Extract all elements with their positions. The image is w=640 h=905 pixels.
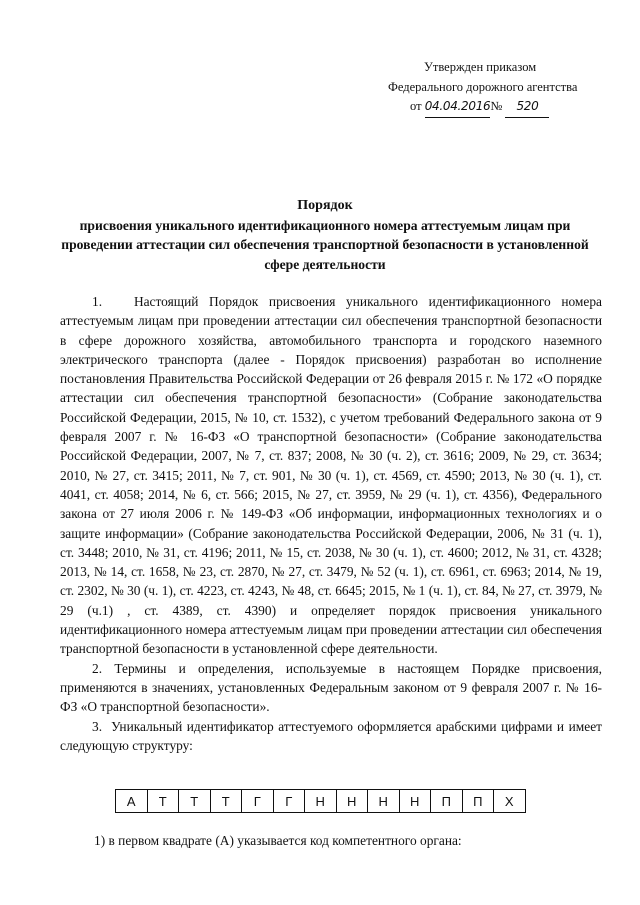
id-cell: П [462, 790, 494, 813]
id-cell: А [116, 790, 148, 813]
handwritten-number: 520 [505, 97, 549, 118]
document-body [60, 292, 602, 755]
id-cell: Т [210, 790, 242, 813]
paragraph-3: 3. Уникальный идентификатор аттестуемого оформляется арабскими цифрами и имеет следующую структуру: [60, 718, 602, 753]
identifier-structure-table [115, 789, 526, 813]
approval-stamp [376, 58, 596, 118]
paragraph-1: 1. Настоящий Порядок присвоения уникального идентификационного номера аттестуемым лицам при проведении аттестации сил обеспечения транспортной безопасности в сфере дорожного хозяйства, автомобильного транспорта и городского наземного электрического транспорта (далее - Порядок присвоения) разработан во исполнение постановления Правительства Российской Федерации от 26 февраля 2015 г. № 172 «О порядке аттестации сил обеспечения транспортной безопасности» (Собрание законодательства Российской Федерации, 2015, № 10, ст. 1532), с учетом требований Федерального закона от 9 февраля 2007 г. № 16-ФЗ «О транспортной безопасности» (Собрание законодательства Российской Федерации, 2007, № 7, ст. 837; 2008, № 30 (ч. 2), ст. 3616; 2009, № 29, ст. 3634; 2010, № 27, ст. 3415; 2011, № 7, ст. 901, № 30 (ч. 1), ст. 4569, ст. 4590; 2013, № 30 (ч. 1), ст. 4041, ст. 4058; 2014, № 6, ст. 566; 2015, № 27, ст. 3959, № 29 (ч. 1), ст. 4356), Федерального закона от 27 июля 2006 г. № 149-ФЗ «Об информации, информационных технологиях и о защите информации» (Собрание законодательства Российской Федерации, 2006, № 31 (ч. 1), ст. 3448; 2010, № 31, ст. 4196; 2011, № 15, ст. 2038, № 30 (ч. 1), ст. 4600; 2012, № 31, ст. 4328; 2013, № 14, ст. 1658, № 23, ст. 2870, № 27, ст. 3479, № 52 (ч. 1), ст. 6961, ст. 6963; 2014, № 19, ст. 2302, № 30 (ч. 1), ст. 4223, ст. 4243, № 48, ст. 6645; 2015, № 1 (ч. 1), ст. 84, № 27, ст. 3979, № 29 (ч.1) , ст. 4389, ст. 4390) и определяет порядок присвоения уникального идентификационного номера аттестуемым лицам при проведении аттестации сил обеспечения транспортной безопасности в установленной сфере деятельности. [60, 294, 602, 657]
id-cell: Т [147, 790, 179, 813]
approval-line-1: Утвержден приказом [424, 60, 537, 74]
id-cell: Т [179, 790, 211, 813]
number-sign: № [490, 99, 503, 113]
id-cell: П [431, 790, 463, 813]
id-cell: Н [336, 790, 368, 813]
title-heading: Порядок [297, 198, 353, 213]
id-cell: Г [242, 790, 274, 813]
document-title [60, 196, 590, 274]
identifier-row [116, 790, 526, 813]
list-item-1: 1) в первом квадрате (А) указывается код компетентного органа: [94, 833, 462, 848]
title-subtitle: присвоения уникального идентификационного номера аттестуемым лицам при проведении аттестации сил обеспечения транспортной безопасности в установленной сфере деятельности [61, 217, 589, 272]
id-cell: Х [494, 790, 526, 813]
id-cell: Н [305, 790, 337, 813]
approval-date-line [376, 97, 596, 118]
handwritten-date: 04.04.2016 [425, 97, 491, 118]
id-cell: Н [399, 790, 431, 813]
approval-line-2: Федерального дорожного агентства [388, 79, 578, 94]
id-cell: Г [273, 790, 305, 813]
date-prefix: от [410, 99, 422, 113]
id-cell: Н [368, 790, 400, 813]
paragraph-2: 2. Термины и определения, используемые в настоящем Порядке присвоения, применяются в значениях, установленных Федеральным законом от 9 февраля 2007 г. № 16-ФЗ «О транспортной безопасности». [60, 660, 602, 715]
